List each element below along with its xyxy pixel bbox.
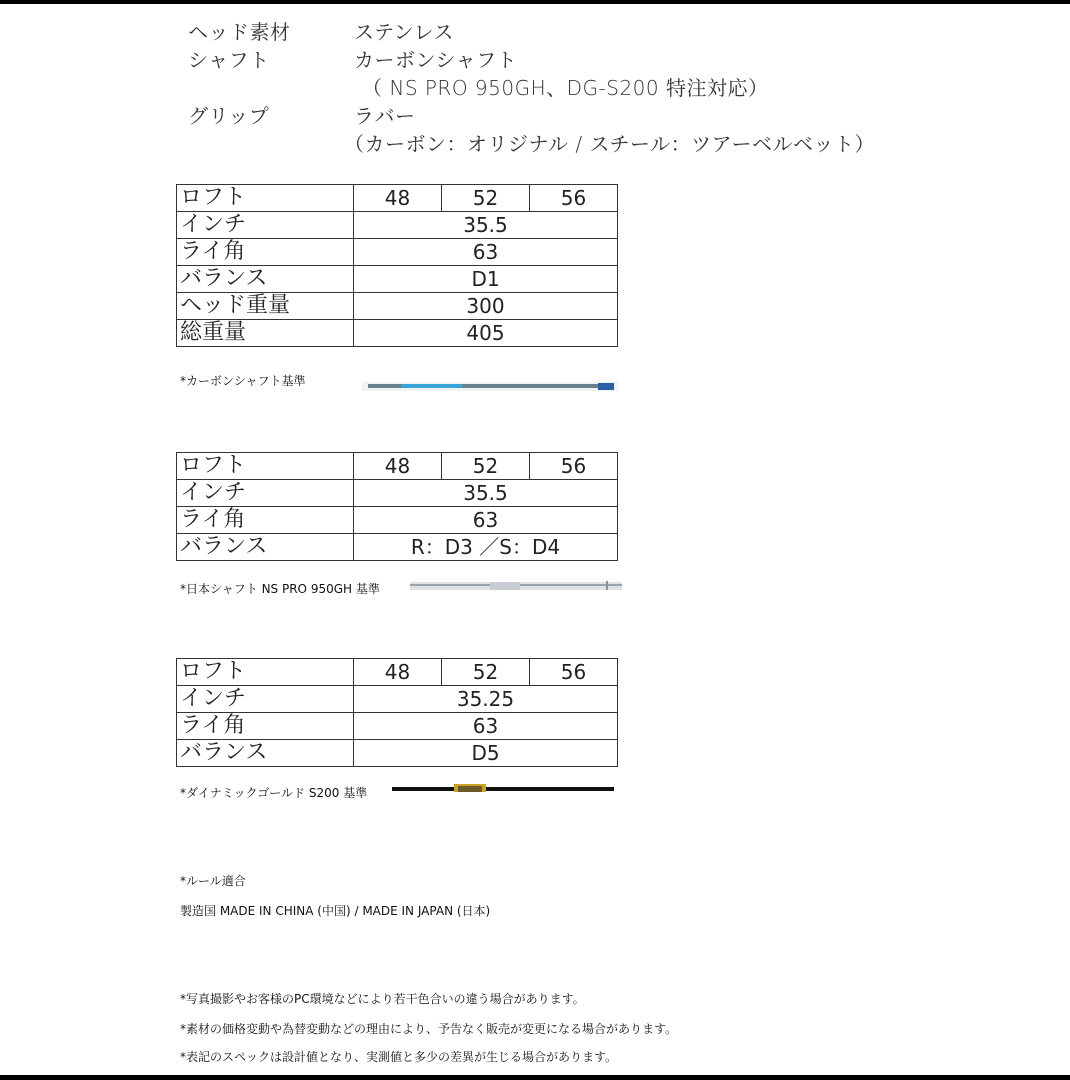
spec-table-nspro	[176, 452, 618, 561]
row-label: ロフト	[177, 185, 354, 212]
table-caption: *ダイナミックゴールド S200 基準	[180, 786, 368, 800]
row-value: 35.5	[354, 212, 618, 239]
steel-shaft-image	[410, 578, 622, 590]
table-row	[177, 212, 618, 239]
row-label: ライ角	[177, 239, 354, 266]
row-label: ライ角	[177, 507, 354, 534]
row-value: 63	[354, 239, 618, 266]
table-row	[177, 740, 618, 767]
row-label: バランス	[177, 534, 354, 561]
row-value: D5	[354, 740, 618, 767]
spec-label: シャフト	[188, 48, 270, 72]
row-label: バランス	[177, 266, 354, 293]
spec-label: グリップ	[188, 104, 270, 128]
row-label: インチ	[177, 480, 354, 507]
row-value: 63	[354, 507, 618, 534]
row-label: ロフト	[177, 453, 354, 480]
table-row	[177, 185, 618, 212]
spec-note: （ NS PRO 950GH、DG-S200 特注対応）	[362, 76, 769, 100]
loft-cell: 52	[442, 453, 530, 480]
dg-shaft-image	[392, 780, 614, 792]
loft-cell: 52	[442, 659, 530, 686]
row-value: D1	[354, 266, 618, 293]
disclaimer-price: *素材の価格変動や為替変動などの理由により、予告なく販売が変更になる場合があります。	[180, 1022, 678, 1036]
disclaimer-spec: *表記のスペックは設計値となり、実測値と多少の差異が生じる場合があります。	[180, 1050, 618, 1064]
rule-note: *ルール適合	[180, 874, 246, 888]
spec-table-dg	[176, 658, 618, 767]
loft-cell: 48	[354, 453, 442, 480]
row-value: 63	[354, 713, 618, 740]
table-row	[177, 320, 618, 347]
row-label: バランス	[177, 740, 354, 767]
table-row	[177, 480, 618, 507]
table-caption: *カーボンシャフト基準	[180, 374, 306, 388]
loft-cell: 56	[530, 453, 618, 480]
row-label: ロフト	[177, 659, 354, 686]
spec-label: ヘッド素材	[188, 20, 291, 44]
row-label: 総重量	[177, 320, 354, 347]
row-label: ライ角	[177, 713, 354, 740]
row-value: 35.25	[354, 686, 618, 713]
table-row	[177, 453, 618, 480]
loft-cell: 48	[354, 185, 442, 212]
table-caption: *日本シャフト NS PRO 950GH 基準	[180, 582, 380, 596]
loft-cell: 56	[530, 659, 618, 686]
table-row	[177, 713, 618, 740]
carbon-shaft-image	[362, 380, 618, 392]
table-row	[177, 686, 618, 713]
table-row	[177, 293, 618, 320]
origin-note: 製造国 MADE IN CHINA (中国) / MADE IN JAPAN (日本)	[180, 904, 491, 918]
loft-cell: 48	[354, 659, 442, 686]
table-row	[177, 659, 618, 686]
spec-note: （カーボン：オリジナル / スチール：ツアーベルベット）	[344, 132, 876, 156]
row-label: インチ	[177, 686, 354, 713]
loft-cell: 56	[530, 185, 618, 212]
spec-value: ラバー	[354, 104, 416, 128]
spec-table-carbon	[176, 184, 618, 347]
row-value: R：D3 ／S：D4	[354, 534, 618, 561]
table-row	[177, 239, 618, 266]
row-label: インチ	[177, 212, 354, 239]
table-row	[177, 507, 618, 534]
spec-sheet	[0, 4, 1070, 1075]
row-value: 35.5	[354, 480, 618, 507]
row-label: ヘッド重量	[177, 293, 354, 320]
row-value: 300	[354, 293, 618, 320]
table-row	[177, 534, 618, 561]
spec-value: カーボンシャフト	[354, 48, 518, 72]
spec-value: ステンレス	[354, 20, 454, 44]
row-value: 405	[354, 320, 618, 347]
table-row	[177, 266, 618, 293]
disclaimer-color: *写真撮影やお客様のPC環境などにより若干色合いの違う場合があります。	[180, 992, 585, 1006]
loft-cell: 52	[442, 185, 530, 212]
